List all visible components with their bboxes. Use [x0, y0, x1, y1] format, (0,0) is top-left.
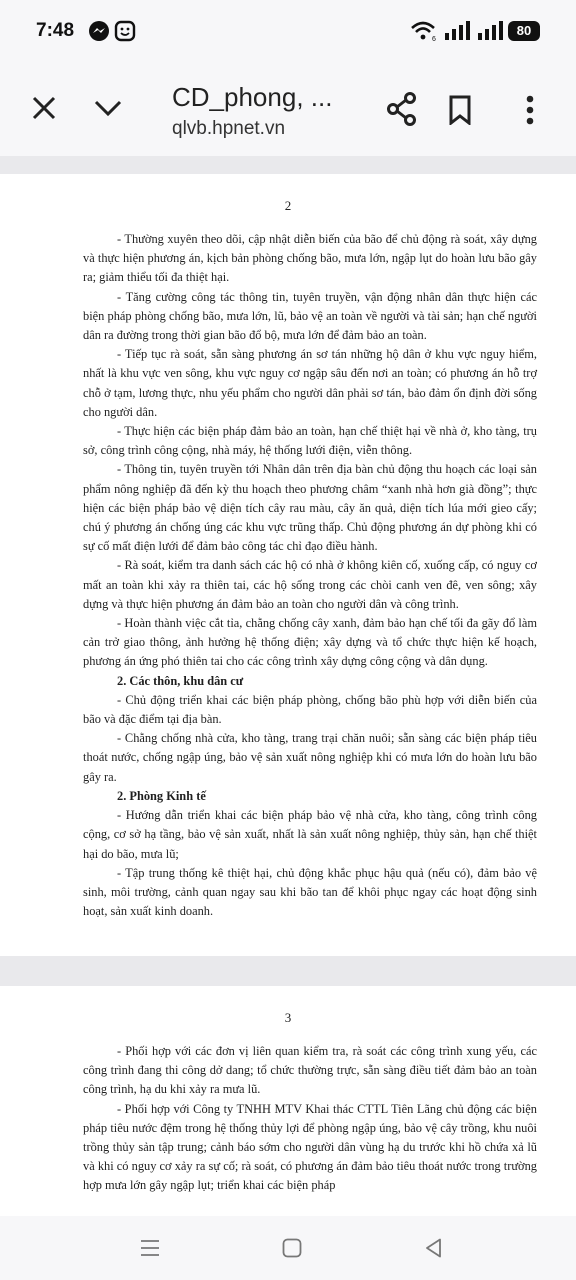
wifi-icon	[410, 20, 440, 42]
page-title: CD_phong, ...	[172, 82, 333, 112]
clock: 7:48	[36, 20, 75, 41]
section-heading: 2. Các thôn, khu dân cư	[117, 673, 244, 688]
recents-icon[interactable]	[130, 1230, 170, 1266]
svg-text:6: 6	[432, 36, 436, 42]
document-page	[0, 174, 576, 956]
paragraph: - Chủ động triển khai các biện pháp phòng, chống bão phù hợp với diễn biến của bão và đặc điểm tại địa bàn.	[83, 692, 537, 727]
page-number: 3	[284, 1010, 292, 1025]
paragraph: - Rà soát, kiểm tra danh sách các hộ có nhà ở không kiên cố, xuống cấp, có nguy cơ mất an toàn khi xảy ra thiên tai, các hộ sống trong các chòi canh ven đê, ven sông; xây dựng và thực hiện phương án đảm bảo an toàn cho người dân và công trình.	[83, 558, 537, 611]
section-heading: 2. Phòng Kinh tế	[117, 788, 206, 803]
home-icon[interactable]	[272, 1230, 312, 1266]
paragraph: - Hướng dẫn triển khai các biện pháp bảo vệ nhà cửa, kho tàng, công trình công cộng, cơ sở hạ tầng, bảo vệ sản xuất, nhất là sản xuất nông nghiệp, thủy sản, hạn chế thiệt hại do bão, mưa lũ;	[83, 808, 537, 861]
page-body	[0, 230, 576, 921]
status-bar	[0, 0, 576, 64]
messenger-icon	[88, 20, 110, 42]
share-icon[interactable]	[382, 89, 422, 129]
paragraph: - Phối hợp với Công ty TNHH MTV Khai thác CTTL Tiên Lãng chủ động các biện pháp tiêu nước đệm trong hệ thống thủy lợi để phòng ngập úng, bảo vệ cây trồng, khu nuôi trồng thủy sản tập trung; cảnh báo sớm cho người dân vùng hạ du trước khi hồ chứa xả lũ và khi có nguy cơ xảy ra sự cố; rà soát, có phương án đảm bảo tiêu thoát nước trong trường hợp mưa lớn gây ngập lụt; triển khai các biện pháp	[83, 1101, 537, 1193]
signal-icon	[443, 20, 471, 42]
close-icon[interactable]	[24, 88, 64, 128]
chat-bubble-icon	[114, 20, 136, 42]
document-viewer[interactable]	[0, 156, 576, 1216]
paragraph: - Thực hiện các biện pháp đảm bảo an toàn, hạn chế thiệt hại về nhà ở, kho tàng, trụ sở, công trình công cộng, nhà máy, hệ thống lưới điện, viễn thông.	[83, 424, 537, 458]
paragraph: - Thông tin, tuyên truyền tới Nhân dân trên địa bàn chủ động thu hoạch các loại sản phẩm nông nghiệp đã đến kỳ thu hoạch theo phương châm “xanh nhà hơn già đồng”; thực hiện các biện pháp bảo vệ diện tích cây rau màu, cây ăn quả, diện tích lúa mới gieo cấy; chú ý phương án chống úng các khu vực trũng thấp. Chủ động phương án dự phòng khi có sự cố mất điện lưới để đảm bảo công tác chỉ đạo điều hành.	[83, 462, 537, 554]
signal-icon	[476, 20, 504, 42]
back-icon[interactable]	[414, 1230, 454, 1266]
page-body	[0, 1042, 576, 1196]
page-url: qlvb.hpnet.vn	[172, 118, 286, 139]
paragraph: - Phối hợp với các đơn vị liên quan kiểm tra, rà soát các công trình xung yếu, các công trình đang thi công dở dang; tổ chức thường trực, sẵn sàng điều tiết đảm bảo an toàn công trình, hạ du khi xảy ra mưa lũ.	[83, 1044, 537, 1097]
paragraph: - Tăng cường công tác thông tin, tuyên truyền, vận động nhân dân thực hiện các biện pháp phòng chống bão, mưa lớn, lũ, bảo vệ an toàn về người và tài sản; hạn chế người dân ra đường trong thời gian bão đổ bộ, mưa lớn để đảm bảo an toàn.	[83, 289, 537, 343]
document-page	[0, 986, 576, 1216]
battery-level: 80	[516, 23, 532, 38]
paragraph: - Tiếp tục rà soát, sẵn sàng phương án sơ tán những hộ dân ở khu vực nguy hiểm, nhất là khu vực ven sông, khu vực nguy cơ ngập sâu đến nơi an toàn; có phương án hỗ trợ chỗ ở tạm, lương thực, nhu yếu phẩm cho người dân phải sơ tán, bảo đảm ổn định đời sống cho người dân.	[83, 347, 537, 419]
navigation-bar	[0, 1216, 576, 1280]
paragraph: - Chằng chống nhà cửa, kho tàng, trang trại chăn nuôi; sẵn sàng các biện pháp tiêu thoát nước, chống ngập úng, bảo vệ sản xuất nông nghiệp khi có mưa lớn do hoàn lưu bão gây ra.	[83, 731, 537, 784]
paragraph: - Tập trung thống kê thiệt hại, chủ động khắc phục hậu quả (nếu có), đảm bảo vệ sinh, môi trường, cảnh quan ngay sau khi bão tan để khôi phục ngay các hoạt động sinh hoạt, sản xuất kinh doanh.	[83, 865, 537, 919]
bookmark-icon[interactable]	[440, 90, 480, 130]
battery-icon	[508, 21, 540, 41]
paragraph: - Hoàn thành việc cắt tỉa, chằng chống cây xanh, đảm bảo hạn chế tối đa gãy đổ làm cản trở giao thông, ảnh hưởng hệ thống điện; xây dựng và tổ chức thực hiện kế hoạch, phương án ứng phó thiên tai cho các công trình xây dựng công cộng và dân dụng.	[83, 616, 537, 669]
page-number: 2	[284, 198, 292, 213]
paragraph: - Thường xuyên theo dõi, cập nhật diễn biến của bão để chủ động rà soát, xây dựng và thực hiện phương án, kịch bản phòng chống bão, mưa lớn, ngập lụt do hoàn lưu bão gây ra; giảm thiểu tối đa thiệt hại.	[83, 232, 537, 285]
chevron-down-icon[interactable]	[88, 88, 128, 128]
more-vert-icon[interactable]	[510, 90, 550, 130]
